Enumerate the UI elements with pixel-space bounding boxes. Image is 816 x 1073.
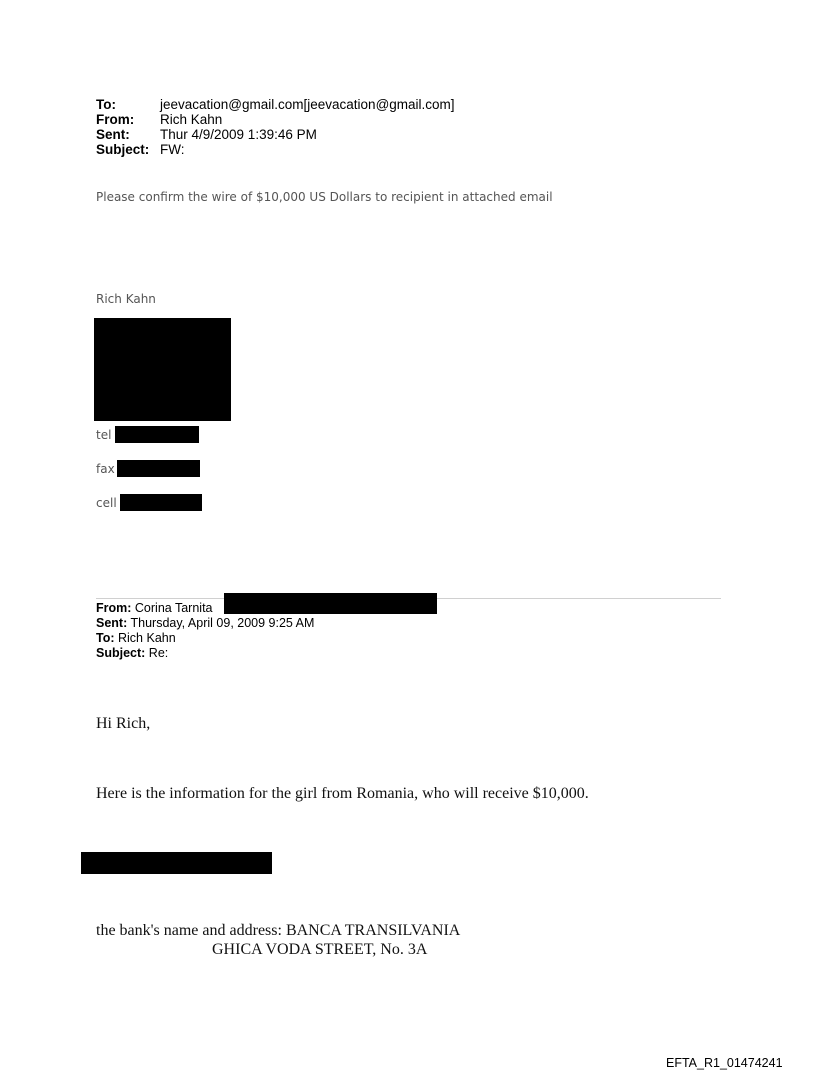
document-id: EFTA_R1_01474241 <box>666 1056 783 1070</box>
to-value: jeevacation@gmail.com[jeevacation@gmail.com] <box>160 97 455 112</box>
redacted-fax <box>117 460 200 477</box>
redacted-cell <box>120 494 202 511</box>
redacted-tel <box>115 426 199 443</box>
forwarded-subject-label: Subject: <box>96 646 146 660</box>
forwarded-sent-value: Thursday, April 09, 2009 9:25 AM <box>130 616 315 630</box>
forwarded-from-label: From: <box>96 601 132 615</box>
forwarded-to-value: Rich Kahn <box>118 631 176 645</box>
forwarded-subject-value: Re: <box>148 646 169 660</box>
body-paragraph: Here is the information for the girl from Romania, who will receive $10,000. <box>96 785 589 802</box>
from-label: From: <box>96 112 135 127</box>
forwarded-subject-line <box>96 646 696 661</box>
sent-label: Sent: <box>96 127 130 142</box>
from-value: Rich Kahn <box>160 112 223 127</box>
to-label: To: <box>96 97 116 112</box>
tel-label: tel <box>96 428 112 442</box>
forwarded-to-line <box>96 631 696 646</box>
fax-label: fax <box>96 462 115 476</box>
subject-value: FW: <box>160 142 185 157</box>
forwarded-sent-line <box>96 616 696 631</box>
subject-label: Subject: <box>96 142 150 157</box>
cell-label: cell <box>96 496 117 510</box>
sent-value: Thur 4/9/2009 1:39:46 PM <box>160 127 317 142</box>
forwarded-from-value: Corina Tarnita <box>134 601 213 615</box>
redacted-recipient-name <box>81 852 272 874</box>
signature-name: Rich Kahn <box>96 292 156 306</box>
redacted-email-address <box>224 593 437 614</box>
bank-line-2: GHICA VODA STREET, No. 3A <box>212 941 428 958</box>
email-header <box>96 97 596 161</box>
forwarded-to-label: To: <box>96 631 115 645</box>
redacted-signature-block <box>94 318 231 421</box>
forwarded-sent-label: Sent: <box>96 616 128 630</box>
bank-line-1: the bank's name and address: BANCA TRANSILVANIA <box>96 922 461 939</box>
message-text: Please confirm the wire of $10,000 US Dollars to recipient in attached email <box>96 190 553 204</box>
greeting: Hi Rich, <box>96 715 151 732</box>
